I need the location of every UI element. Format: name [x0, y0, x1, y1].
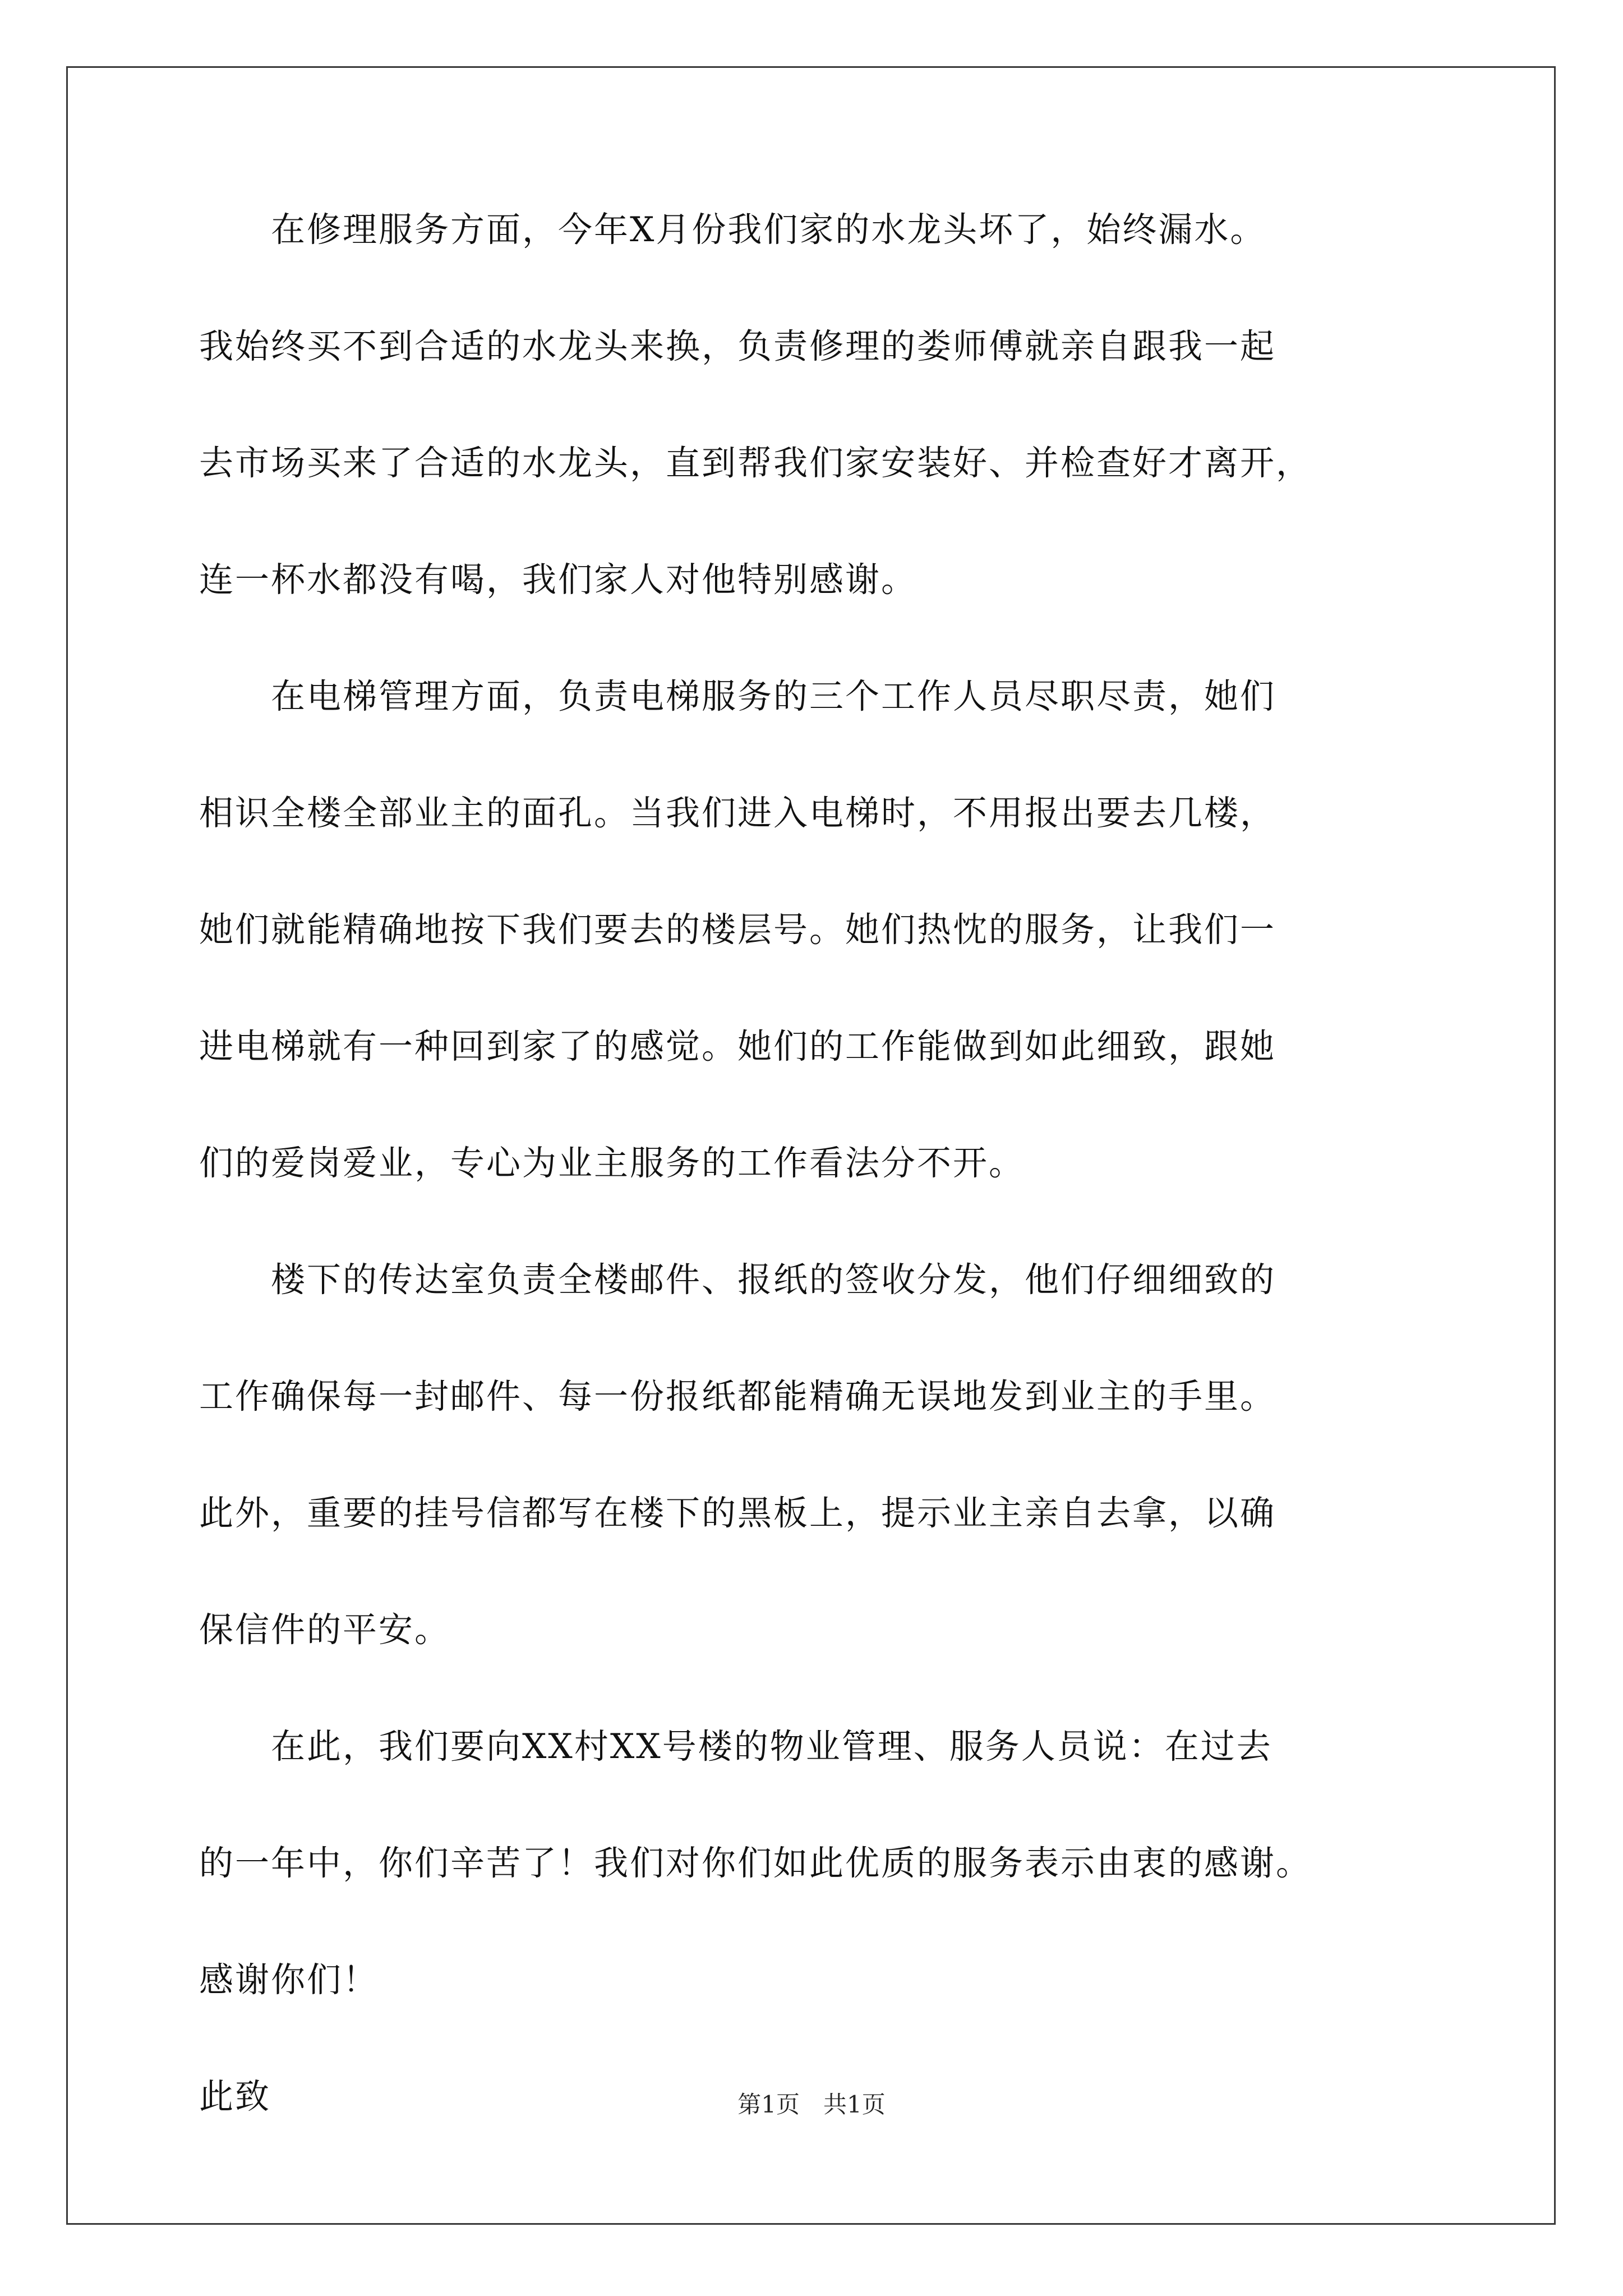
text-line: 在此，我们要向XX村XX号楼的物业管理、服务人员说：在过去 [199, 1727, 1272, 1766]
text-line: 连一杯水都没有喝，我们家人对他特别感谢。 [199, 560, 917, 600]
text-line: 相识全楼全部业主的面孔。当我们进入电梯时，不用报出要去几楼， [199, 793, 1276, 833]
text-line: 进电梯就有一种回到家了的感觉。她们的工作能做到如此细致，跟她 [199, 1027, 1276, 1066]
text-line: 感谢你们！ [199, 1960, 379, 2000]
text-line: 她们就能精确地按下我们要去的楼层号。她们热忱的服务，让我们一 [199, 910, 1276, 950]
text-line: 我始终买不到合适的水龙头来换，负责修理的娄师傅就亲自跟我一起 [199, 326, 1276, 366]
text-line: 楼下的传达室负责全楼邮件、报纸的签收分发，他们仔细细致的 [199, 1260, 1276, 1300]
text-line: 此致 [199, 2077, 271, 2116]
text-line: 在电梯管理方面，负责电梯服务的三个工作人员尽职尽责，她们 [199, 677, 1276, 716]
page-number-footer: 第1页 共1页 [737, 2091, 886, 2118]
text-line: 在修理服务方面，今年X月份我们家的水龙头坏了，始终漏水。 [199, 210, 1266, 250]
text-line: 保信件的平安。 [199, 1610, 451, 1650]
text-line: 的一年中，你们辛苦了！我们对你们如此优质的服务表示由衷的感谢。 [199, 1843, 1312, 1883]
text-line: 此外，重要的挂号信都写在楼下的黑板上，提示业主亲自去拿，以确 [199, 1493, 1276, 1533]
text-line: 们的爱岗爱业，专心为业主服务的工作看法分不开。 [199, 1143, 1025, 1183]
text-line: 去市场买来了合适的水龙头，直到帮我们家安装好、并检查好才离开， [199, 443, 1312, 483]
text-line: 工作确保每一封邮件、每一份报纸都能精确无误地发到业主的手里。 [199, 1377, 1276, 1416]
